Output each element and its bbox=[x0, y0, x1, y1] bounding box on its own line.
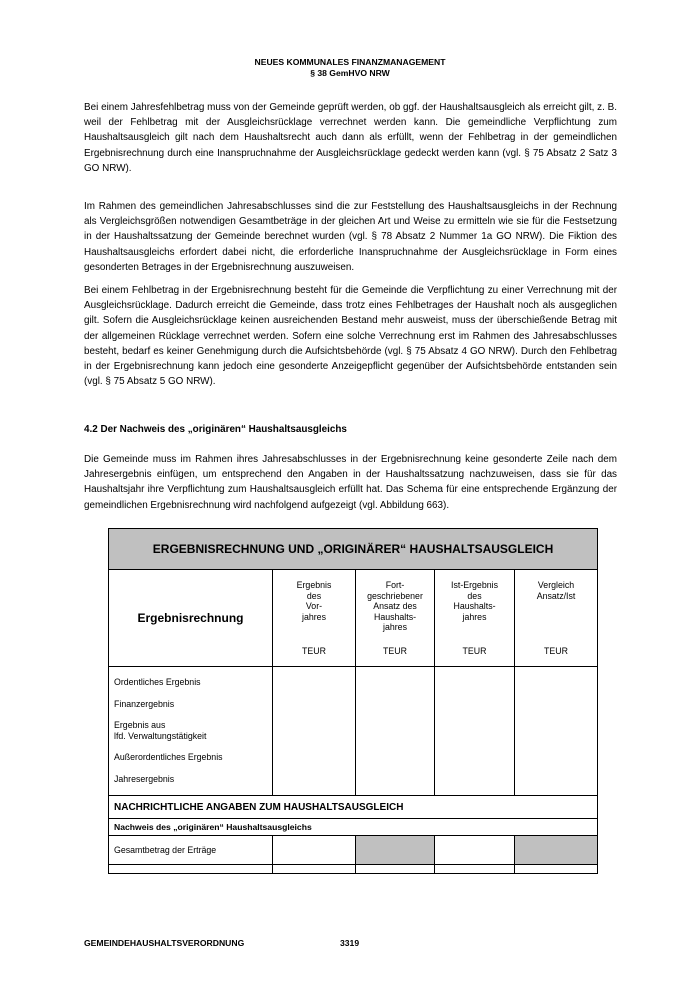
row-labels-cell bbox=[109, 667, 273, 796]
value-cell bbox=[273, 865, 356, 874]
value-cell bbox=[356, 865, 435, 874]
column-unit: TEUR bbox=[544, 645, 568, 656]
paragraph-3: Bei einem Fehlbetrag in der Ergebnisrechnung besteht für die Gemeinde die Verpflichtung zu einer Verrechnung mit der Ausgleichsrücklage. Dadurch erreicht die Gemeinde, dass trotz eines Fehlbetrages der Haushalt noch als ausgeglichen gilt. Sofern die Ausgleichsrücklage keinen ausreichenden Bestand mehr ausweist, muss der überschießende Betrag mit der allgemeinen Rücklage verrechnet werden. Sofern eine solche Verrechnung erst im Rahmen des Jahresabschlusses besteht, bedarf es keiner Genehmigung durch die Aufsichtsbehörde (vgl. § 75 Absatz 4 GO NRW). Durch den Fehlbetrag in der Ergebnisrechnung kann jedoch eine gesonderte Anzeigepflicht gegenüber der Aufsichtsbehörde entstanden sein (vgl. § 75 Absatz 5 GO NRW). bbox=[84, 285, 617, 388]
column-header-ansatz: Fort- geschriebener Ansatz des Haushalts- jahres TEUR bbox=[356, 570, 435, 667]
row-label-verwaltungstaetigkeit: Ergebnis aus lfd. Verwaltungstätigkeit bbox=[114, 720, 207, 741]
section-heading: 4.2 Der Nachweis des „originären“ Haushaltsausgleichs bbox=[84, 424, 347, 435]
row-label-ausserordentliches-ergebnis: Außerordentliches Ergebnis bbox=[114, 752, 223, 762]
row-label-jahresergebnis: Jahresergebnis bbox=[114, 773, 175, 784]
value-cell bbox=[515, 667, 598, 796]
value-cell bbox=[435, 865, 515, 874]
section-subtitle-nachweis: Nachweis des „originären“ Haushaltsausgleichs bbox=[109, 819, 598, 836]
row-label-ordentliches-ergebnis: Ordentliches Ergebnis bbox=[114, 677, 201, 687]
section-title-nachrichtlich: NACHRICHTLICHE ANGABEN ZUM HAUSHALTSAUSGLEICH bbox=[109, 796, 598, 819]
value-cell bbox=[109, 865, 273, 874]
ergebnisrechnung-table bbox=[108, 528, 598, 874]
paragraph-4: Die Gemeinde muss im Rahmen ihres Jahresabschlusses in der Ergebnisrechnung keine gesonderte Zeile nach dem Jahresergebnis einfügen, um entsprechend den Angaben in der Haushaltssatzung nachzuweisen, dass sie für das Haushaltsjahr ihre Verpflichtung zum Haushaltsausgleich erfüllt hat. Das Schema für eine entsprechende Ergänzung der gemeindlichen Ergebnisrechnung wird nachfolgend aufgezeigt (vgl. Abbildung 663). bbox=[84, 454, 617, 511]
footer-title: GEMEINDEHAUSHALTSVERORDNUNG bbox=[84, 938, 245, 948]
row-label-gesamtbetrag-ertraege: Gesamtbetrag der Erträge bbox=[109, 836, 273, 865]
value-cell bbox=[273, 667, 356, 796]
row-label-finanzergebnis: Finanzergebnis bbox=[114, 698, 175, 709]
value-cell bbox=[356, 667, 435, 796]
page-number: 3319 bbox=[340, 938, 360, 948]
column-unit: TEUR bbox=[302, 645, 326, 656]
header-line-2: § 38 GemHVO NRW bbox=[310, 68, 390, 78]
value-cell bbox=[515, 865, 598, 874]
value-cell bbox=[435, 836, 515, 865]
column-header-vorjahr: Ergebnis des Vor- jahres TEUR bbox=[273, 570, 356, 667]
column-unit: TEUR bbox=[383, 645, 407, 656]
value-cell bbox=[435, 667, 515, 796]
header-line-1: NEUES KOMMUNALES FINANZMANAGEMENT bbox=[254, 57, 446, 67]
value-cell bbox=[273, 836, 356, 865]
page-header bbox=[0, 57, 700, 79]
label-column-header: Ergebnisrechnung bbox=[109, 570, 273, 667]
column-header-vergleich: Vergleich Ansatz/Ist TEUR bbox=[515, 570, 598, 667]
value-cell-shaded bbox=[356, 836, 435, 865]
column-header-ist: Ist-Ergebnis des Haushalts- jahres TEUR bbox=[435, 570, 515, 667]
paragraph-2: Im Rahmen des gemeindlichen Jahresabschlusses sind die zur Feststellung des Haushaltsausgleichs in der Rechnung als Vergleichsgrößen notwendigen Gesamtbeträge in der gleichen Art und Weise zu ermitteln wie sie für die Festsetzung in der Haushaltssatzung der Gemeinde berechnet wurden (vgl. § 78 Absatz 2 Nummer 1a GO NRW). Die Fiktion des Haushaltsausgleichs erfordert dabei nicht, die erforderliche Inanspruchnahme der Ausgleichsrücklage in Form eines gesonderten Betrages in der Ergebnisrechnung auszuweisen. bbox=[84, 201, 617, 273]
paragraph-1: Bei einem Jahresfehlbetrag muss von der Gemeinde geprüft werden, ob ggf. der Haushaltsausgleich als erreicht gilt, z. B. weil der Fehlbetrag mit der Ausgleichsrücklage verrechnet werden kann. Die gemeindliche Verpflichtung zum Haushaltsausgleich gilt nach dem Haushaltsrecht auch dann als erfüllt, wenn der Fehlbetrag in der gemeindlichen Ergebnisrechnung durch eine Inanspruchnahme der Ausgleichsrücklage gedeckt werden kann (vgl. § 75 Absatz 2 Satz 3 GO NRW). bbox=[84, 102, 617, 174]
value-cell-shaded bbox=[515, 836, 598, 865]
table-title: ERGEBNISRECHNUNG UND „ORIGINÄRER“ HAUSHALTSAUSGLEICH bbox=[109, 529, 598, 570]
column-unit: TEUR bbox=[462, 645, 487, 656]
